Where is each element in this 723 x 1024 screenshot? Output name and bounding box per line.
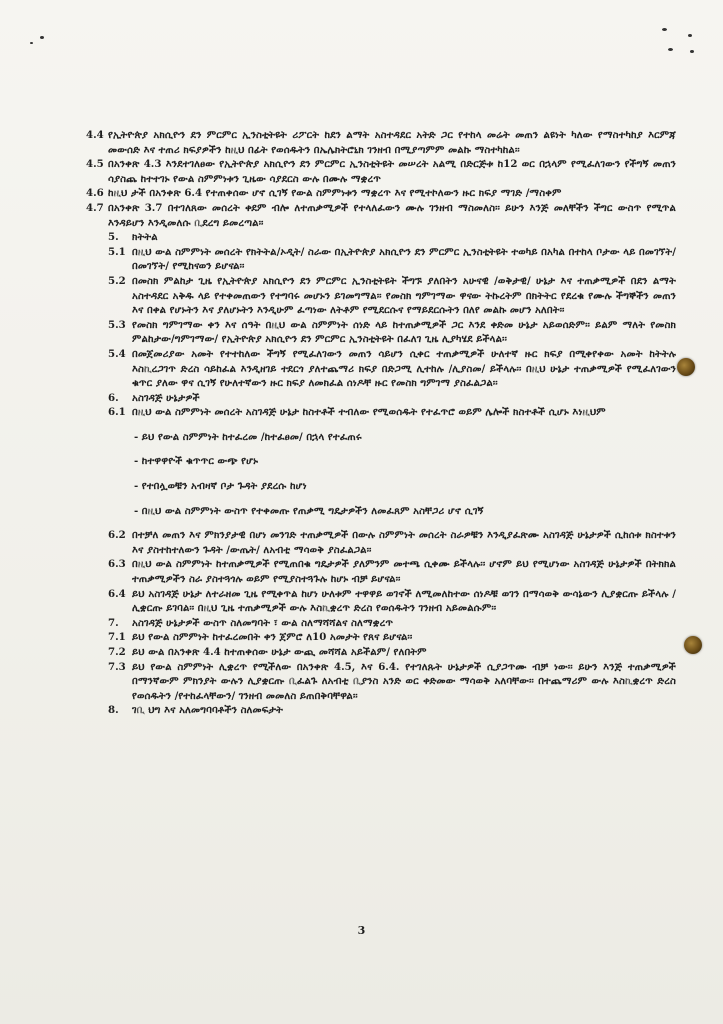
clause-number: 7. [108,616,119,629]
clause-text: በመጀመሪያው አመት የተተከለው ችግኝ የሚፈለገውን መጠን ሳይሆን ሲቀር ተጠቃሚዎች ሁለተኛ ዙር ክፍያ በሚቀየቀው አመት ከትትሉ እስኪረጋገጥ ድረስ ሳይከፈል እንዲዘገይ ተደርጎ ያለተጨማሪ ክፍያ በድጋሚ ሊተከሉ /ሊያስመ/ ይችላሉ፡፡ በዚህ ሁኔታ ተጠቃሚዎች የሚፈለገውን ቁጥር ያለው ዋና ሲገኝ የሁለተኛውን ዙር ክፍያ ለመክፈል ሰነዶቸ ዙር የመስክ ግምገማ ያስፈልጋል፡፡ [132,347,676,390]
clause-text: በአንቀጽ 3.7 በተገለጸው መሰረት ቀደም ብሎ ለተጠቃሚዎች የተላለፈውን ሙሉ ገንዘብ ማስመለስ፡፡ ይሁን እንጅ መለቸችን ችግር ውስጥ የሚጥል እንዳይሆን እንዲመለሱ ቢደረግ ይመረጣል፡፡ [108,201,676,229]
scan-speck [688,34,692,37]
clause [86,274,676,318]
clause-number: 7.1 [108,631,126,644]
clause-list [86,128,676,420]
clause [86,391,676,406]
scan-speck [30,42,33,44]
clause [86,557,676,586]
clause-text: በአንቀጽ 4.3 እንደተገለፀው የኢትዮጵያ አክሲዮን ደን ምርምር ኢንስቲትዩት መሠረት አልሚ በድርጅቱ ከ12 ወር በኋላም የሚፈለገውን የችግኝ መጠን ሳያስጨ ከተተገኑ የውል ስምምነቱን ጊዜው ሳያደርስ ውሉ በሙሉ ማቋረጥ [108,158,676,185]
clause [86,186,676,201]
clause [86,201,676,230]
clause [86,528,676,557]
clause [86,660,676,704]
clause-text: ክትትል [132,231,158,244]
clause-text: በዚህ ውል ስምምነት ከተጠቃሚዎች የሚጠበቁ ግዴታዎች ያለምንም መተጫ ሲቀሙ ይችላሉ፡፡ ሆኖም ይህ የሚሆነው አስገዳጅ ሁኔታዎች በትክክል ተጠቃሚዎችን ስራ ያስተጓጎሉ ወይም የሚያስተጓጉሉ ከሆኑ ብቻ ይሆናል፡፡ [132,558,676,586]
clause-text: በዚህ ውል ስምምነት መሰረት አስገዳጅ ሁኔታ ከስተቶች ተብለው የሚወሰዱት የተፈጥሮ ወይም ሌሎች ክስተቶች ሲሆኑ እነዚህም [132,406,606,419]
bullet-item: - ይህ የውል ስምምነት ከተፈረመ /ከተፈፀመ/ በኋላ የተፈጠሩ [134,430,362,443]
clause-text: ይህ ውል በአንቀጽ 4.4 ከተጠቀሰው ሁኔታ ውጪ መሻሻል አይችልም/ የለበትም [132,646,427,658]
clause-text: ይህ የውል ስምምነት ሊቋረጥ የሚችለው በአንቀጽ 4.5, እና 6.4. የተገለጹት ሁኔታዎች ሲያጋጥሙ ብቻ ነው፡፡ ይሁን እንጅ ተጠቃሚዎች በማንኛውም ምክንያት ውሉን ሊያቋርጡ ቢፈልጉ ለአብቲ ቢያንስ አንድ ወር ቀድመው ማሳወቅ አለባቸው፡፡ በተጨማሪም ውሉ እስኪቋረጥ ድረስ የወሰዱትን /የተከፈላቸውን/ ገንዘብ መመለስ ይጠበቅባቸዋል፡፡ [132,660,676,702]
clause-number: 4.5 [86,158,104,171]
clause-number: 7.3 [108,660,126,673]
clause-text: በተቻለ መጠን እና ምክንያታዊ በሆነ መንገድ ተጠቃሚዎች በውሉ ስምምነት መሰረት ስራዎቹን እንዲያፈጽሙ አስገዳጅ ሁኔታዎች ሲከሰቱ ክስተቱን እና ያስተከተለውን ጉዳት /ውጤት/ ለአብቲ ማሳወቅ ያስፈልጋል፡፡ [132,529,676,556]
clause-number: 4.4 [86,129,104,141]
clause [86,347,676,391]
clause-number: 5.1 [108,245,126,258]
clause [86,230,676,245]
clause-number: 5. [108,231,119,244]
clause-text: ከዚህ ታች በአንቀጽ 6.4 የተጠቀሰው ሆኖ ሲገኝ የውል ስምምነቱን ማቋረጥ እና የሚተኮለውን ዙር ክፍያ ማገድ /ማስቀም [108,187,562,200]
clause-number: 5.3 [108,318,126,331]
clause [86,703,676,718]
clause-number: 6. [108,391,119,404]
clause-text: አስገዳጅ ሁኔታዎች [132,391,200,404]
clause-number: 6.3 [108,558,126,571]
punch-hole-bottom [684,636,702,654]
bullet-item: - ከተዋዋዮች ቁጥጥር ውጭ የሆኑ [134,455,259,468]
clause-number: 5.4 [108,347,126,360]
scan-speck [40,36,44,39]
clause [86,616,676,631]
clause [86,630,676,645]
clause-number: 4.7 [86,201,104,214]
clause-number: 8. [108,704,119,717]
clause-text: ይህ የውል ስምምነት ከተፈረመበት ቀን ጀምሮ ለ10 አመታት የጸና ይሆናል፡፡ [132,631,413,644]
clause-text: የመስክ ግምገማው ቀን እና ሰዓት በዚህ ውል ስምምነት ሰነድ ላይ ከተጠቃሚዎች ጋር እንደ ቀድመ ሁኔታ አይወሰድም፡፡ ይልም ማለት የመስክ ምልከታው/ግምገማው/ የኢትዮጵያ አክሲዮን ደን ምርምር ኢንስቲትዩት በፈለገ ጊዜ ሊያካሄደ ይችላል፡፡ [132,318,676,346]
page-number: 3 [357,924,366,937]
scan-speck [662,28,667,31]
clause [86,645,676,660]
clause-number: 4.6 [86,187,104,200]
clause-list-continued [86,528,676,718]
bullet-item: - በዚህ ውል ስምምነት ውስጥ የተቀመጡ የጠቃሚ ግዴታዎችን ለመፈጸም አስቸጋሪ ሆኖ ሲገኝ [134,504,484,517]
clause [86,318,676,347]
scan-speck [668,48,673,51]
clause-number: 6.2 [108,529,126,542]
bullet-list [86,430,676,518]
clause-number: 5.2 [108,274,126,287]
bullet-item: - የተበሏወቹን አብዛኛ ቦታ ጉዳት ያደረሱ ከሆነ [134,480,307,493]
clause-text: በዚህ ውል ስምምነት መሰረት የክትትል/ኦዲት/ ስራው በኢትዮጵያ አክሲዮን ደን ምርምር ኢንስቲትዩት ተወካይ በአካል በተከላ ቦታው ላይ በመገኘት/በመገኘት/ የሚከናወን ይሆናል፡፡ [132,245,676,273]
clause-number: 6.1 [108,406,126,419]
scan-speck [690,50,694,53]
clause [86,128,676,157]
clause [86,587,676,616]
punch-hole-top [677,358,695,376]
clause-number: 6.4 [108,587,126,600]
clause-text: አስገዳጅ ሁኔታዎች ውስጥ ስለመግባት ፣ ውል ስለማሻሻልና ስለማቋረጥ [132,616,394,629]
clause-text: በመስክ ምልከታ ጊዜ የኢትዮጵያ አክሲዮን ደን ምርምር ኢንስቲትዩት ችግኙ ያለበትን አሁናዊ /ወቅታዊ/ ሁኔታ እና ተጠቃሚዎች በደን ልማት አስተዳደር አቅዱ ላይ የተቀመጠውን የተግባሩ መሆኑን ይገመግማል፡፡ የመስክ ግምገማው ዋናው ትኩረትም በክትትር የደረቁ የሙሉ ችግኞችን መጠን እና በቀል የሆኑትን እና ያለሆኑትን እንዲሁም ፈጣነው ለትቶም የሚደርሱና የማይደርሱትን በለየ መልኩ መሆን አለበት፡፡ [132,274,676,317]
clause-text: ገቢ ህግ እና አለመግባባቶችን ስለመፍታት [132,704,283,717]
clause [86,245,676,274]
clause-number: 7.2 [108,646,126,658]
clause [86,405,676,420]
clause [86,157,676,186]
clause-text: የኢትዮጵያ አክሲዮን ደን ምርምር ኢንስቲትዩት ሪፖርት ከደን ልማት አስተዳደር አትድ ጋር የተከላ መሬት መጠን ልዩነት ካለው የማስተካከያ እርምጃ መውሰድ እና ተጠሪ ክፍያዎችን ከዚህ በፊት የወሰዱትን በኤሌክትሮኒክ ገንዘብ በሚያጣምም መልኩ ማስተካከል፡፡ [108,129,676,156]
document-body [86,128,676,718]
clause-text: ይህ አስገዳጅ ሁኔታ ለተራዘመ ጊዜ የሚቀጥል ከሆነ ሁለቱም ተዋዋይ ወገኖች ለሚመለከተው ሰነዶቹ ወገን በማሳወቅ ውሳኔውን ሊያቋርጡ ይችላሉ /ሊቋርጡ ይገባል፡፡ በዚህ ጊዜ ተጠቃሚዎች ውሉ እስኪቋረጥ ድረስ የወሰዱትን ገንዘብ አይመልሱም፡፡ [132,587,676,615]
